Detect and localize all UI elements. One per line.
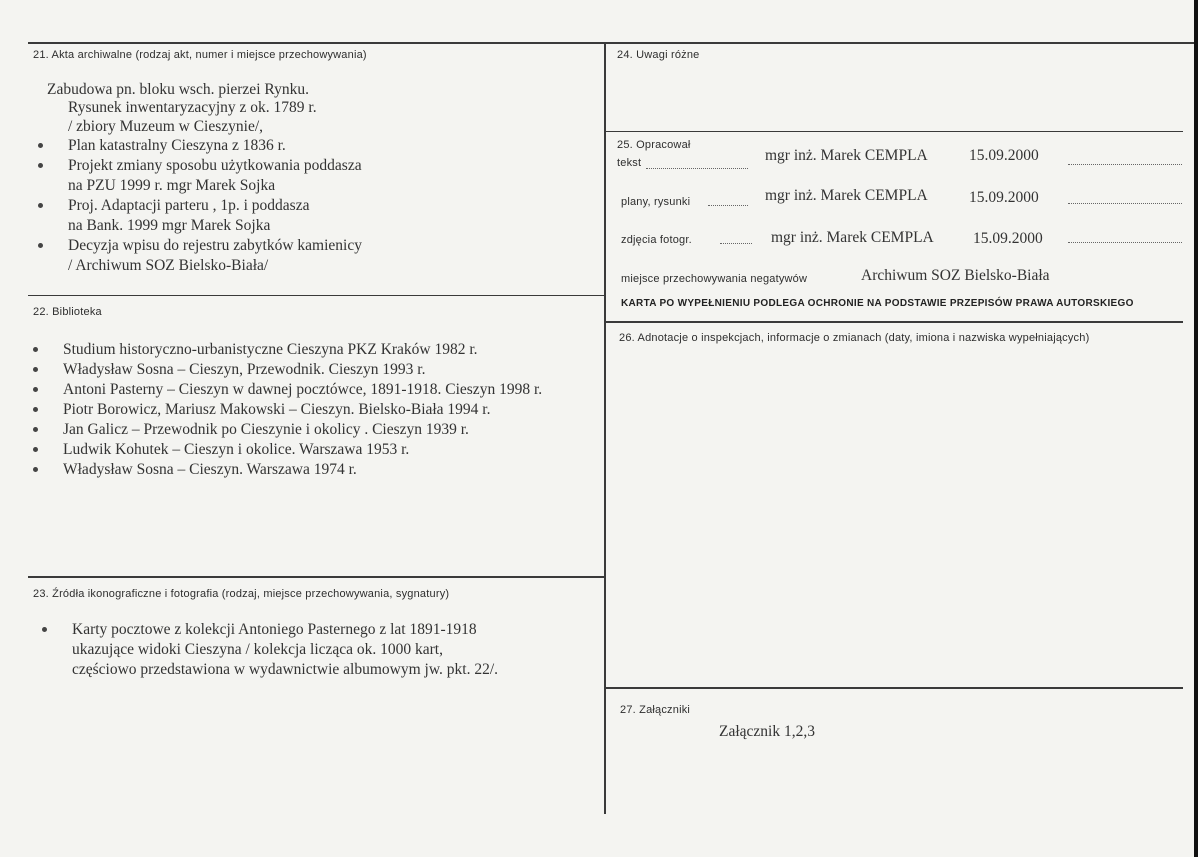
negatives-value: Archiwum SOZ Bielsko-Biała — [861, 267, 1050, 284]
row-plans-author: mgr inż. Marek CEMPLA — [765, 187, 928, 204]
bullet-icon — [33, 387, 38, 392]
section-23-label: 23. Źródła ikonograficzne i fotografia (rodzaj, miejsce przechowywania, sygnatury) — [33, 588, 450, 600]
bullet-icon — [33, 467, 38, 472]
divider-26-27 — [606, 687, 1183, 689]
bullet-icon — [38, 243, 43, 248]
archive-item: Plan katastralny Cieszyna z 1836 r. — [38, 136, 362, 156]
divider-25-26 — [606, 321, 1183, 323]
row-photos-dots — [720, 243, 752, 244]
row-photos-date: 15.09.2000 — [973, 230, 1043, 247]
divider-21-22 — [28, 295, 604, 296]
section-25-label: 25. Opracował — [617, 139, 691, 151]
section-22-label: 22. Biblioteka — [33, 306, 102, 318]
row-plans-label: plany, rysunki — [621, 196, 691, 208]
bullet-icon — [33, 447, 38, 452]
divider-22-23 — [28, 576, 604, 578]
bibliography-item: Władysław Sosna – Cieszyn, Przewodnik. Cieszyn 1993 r. — [33, 360, 542, 380]
right-scan-edge — [1194, 0, 1198, 857]
center-divider — [604, 42, 606, 814]
bullet-icon — [38, 163, 43, 168]
row-text-author: mgr inż. Marek CEMPLA — [765, 147, 928, 164]
section-21-label: 21. Akta archiwalne (rodzaj akt, numer i miejsce przechowywania) — [33, 49, 367, 61]
row-photos-dots-right — [1068, 242, 1182, 243]
bullet-icon — [42, 627, 47, 632]
section-27-label: 27. Załączniki — [620, 704, 691, 716]
bullet-icon — [33, 427, 38, 432]
bibliography-list — [33, 340, 542, 480]
archive-item: Proj. Adaptacji parteru , 1p. i poddasza na Bank. 1999 mgr Marek Sojka — [38, 196, 362, 236]
top-border — [28, 42, 1196, 44]
bibliography-item: Władysław Sosna – Cieszyn. Warszawa 1974 r. — [33, 460, 542, 480]
iconography-item: Karty pocztowe z kolekcji Antoniego Pasternego z lat 1891-1918 ukazujące widoki Cieszyna / kolekcja licząca ok. 1000 kart, częściowo przedstawiona w wydawnictwie albumowym jw. pkt. 22/. — [42, 620, 498, 680]
bullet-icon — [38, 203, 43, 208]
row-plans-dots — [708, 205, 748, 206]
row-plans-date: 15.09.2000 — [969, 189, 1039, 206]
row-text-dots-right — [1068, 164, 1182, 165]
bullet-icon — [38, 143, 43, 148]
bullet-icon — [33, 347, 38, 352]
bibliography-item: Piotr Borowicz, Mariusz Makowski – Cieszyn. Bielsko-Biała 1994 r. — [33, 400, 542, 420]
bullet-icon — [33, 407, 38, 412]
archive-item: Decyzja wpisu do rejestru zabytków kamienicy / Archiwum SOZ Bielsko-Biała/ — [38, 236, 362, 276]
archive-item: Projekt zmiany sposobu użytkowania poddasza na PZU 1999 r. mgr Marek Sojka — [38, 156, 362, 196]
attachments-value: Załącznik 1,2,3 — [719, 723, 815, 740]
archive-line-3: / zbiory Muzeum w Cieszynie/, — [68, 118, 263, 135]
copyright-notice: KARTA PO WYPEŁNIENIU PODLEGA OCHRONIE NA PODSTAWIE PRZEPISÓW PRAWA AUTORSKIEGO — [621, 298, 1134, 309]
bibliography-item: Antoni Pasterny – Cieszyn w dawnej pocztówce, 1891-1918. Cieszyn 1998 r. — [33, 380, 542, 400]
row-text-dots — [646, 168, 748, 169]
section-26-label: 26. Adnotacje o inspekcjach, informacje o zmianach (daty, imiona i nazwiska wypełniających) — [619, 332, 1090, 344]
archive-line-1: Zabudowa pn. bloku wsch. pierzei Rynku. — [47, 81, 309, 98]
bibliography-item: Ludwik Kohutek – Cieszyn i okolice. Warszawa 1953 r. — [33, 440, 542, 460]
bullet-icon — [33, 367, 38, 372]
section-24-label: 24. Uwagi różne — [617, 49, 700, 61]
archive-line-2: Rysunek inwentaryzacyjny z ok. 1789 r. — [68, 99, 317, 116]
row-plans-dots-right — [1068, 203, 1182, 204]
row-text-label: tekst — [617, 157, 642, 169]
negatives-label: miejsce przechowywania negatywów — [621, 273, 808, 285]
row-photos-label: zdjęcia fotogr. — [621, 234, 692, 246]
bibliography-item: Studium historyczno-urbanistyczne Cieszyna PKZ Kraków 1982 r. — [33, 340, 542, 360]
row-text-date: 15.09.2000 — [969, 147, 1039, 164]
divider-24-25 — [606, 131, 1183, 132]
bibliography-item: Jan Galicz – Przewodnik po Cieszynie i okolicy . Cieszyn 1939 r. — [33, 420, 542, 440]
archive-bullet-list — [38, 136, 362, 276]
iconography-list — [42, 620, 498, 680]
row-photos-author: mgr inż. Marek CEMPLA — [771, 229, 934, 246]
